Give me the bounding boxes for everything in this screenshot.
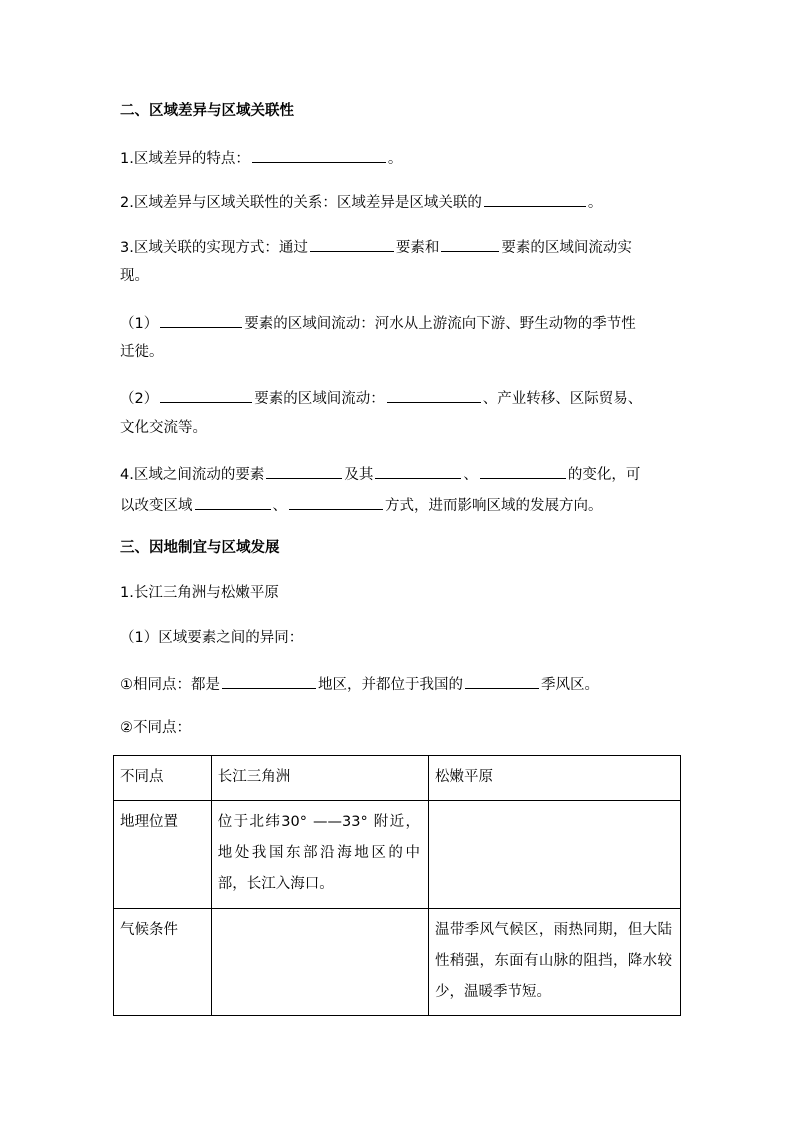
- answer-blank[interactable]: [387, 387, 481, 403]
- same-text-c: 季风区。: [541, 677, 599, 693]
- q2-3-1-cont: 迁徙。: [120, 344, 164, 360]
- table-header-row: [114, 756, 681, 801]
- q2-3-text-b: 要素和: [395, 240, 440, 256]
- comparison-table: [113, 755, 681, 1016]
- row-label: 地理位置: [114, 801, 212, 909]
- header-cell: 不同点: [114, 756, 212, 801]
- answer-blank[interactable]: [375, 463, 461, 479]
- q2-4-text-a: 4.区域之间流动的要素: [120, 467, 265, 483]
- differences-label: ②不同点：: [120, 720, 191, 736]
- answer-blank[interactable]: [160, 387, 252, 403]
- answer-blank[interactable]: [484, 191, 586, 207]
- row-label: 气候条件: [114, 909, 212, 1016]
- table-cell[interactable]: [211, 909, 428, 1016]
- answer-blank[interactable]: [465, 673, 539, 689]
- answer-blank[interactable]: [310, 236, 394, 252]
- question-2-1: [120, 147, 402, 169]
- section-2-title: 二、区域差异与区域关联性: [120, 103, 294, 119]
- header-cell: 长江三角洲: [211, 756, 428, 801]
- q2-4-text-f: 、: [272, 498, 287, 514]
- q2-3-text-a: 3.区域关联的实现方式：通过: [120, 240, 308, 256]
- q2-4-text-d: 的变化，可: [567, 467, 641, 483]
- q2-1-text: 1.区域差异的特点：: [120, 151, 250, 167]
- table-cell: 温带季风气候区，雨热同期，但大陆性稍强，东面有山脉的阻挡，降水较少，温暖季节短。: [428, 909, 680, 1016]
- question-2-4: [120, 463, 640, 485]
- same-text-b: 地区，并都位于我国的: [318, 677, 463, 693]
- q2-3-2-cont: 文化交流等。: [120, 420, 207, 436]
- question-2-3-2: [120, 387, 642, 409]
- question-2-3-1: [120, 312, 636, 334]
- answer-blank[interactable]: [160, 312, 242, 328]
- answer-blank[interactable]: [195, 494, 271, 510]
- q2-3-text-c: 要素的区域间流动实: [501, 240, 632, 256]
- header-cell: 松嫩平原: [428, 756, 680, 801]
- question-3-1-1: （1）区域要素之间的异同：: [120, 630, 304, 646]
- section-3-title: 三、因地制宜与区域发展: [120, 540, 280, 556]
- q2-3-cont: 现。: [120, 268, 149, 284]
- q2-2-end: 。: [587, 195, 603, 211]
- answer-blank[interactable]: [289, 494, 383, 510]
- q2-4-text-g: 方式，进而影响区域的发展方向。: [385, 498, 603, 514]
- answer-blank[interactable]: [441, 236, 499, 252]
- q2-3-2-num: （2）: [120, 391, 159, 407]
- q2-3-1-num: （1）: [120, 316, 159, 332]
- answer-blank[interactable]: [222, 673, 316, 689]
- q2-1-end: 。: [387, 151, 403, 167]
- question-2-4-cont: [120, 494, 603, 516]
- q2-4-text-e: 以改变区域: [120, 498, 193, 514]
- table-row: [114, 909, 681, 1016]
- same-text-a: ①相同点：都是: [120, 677, 220, 693]
- q2-2-text: 2.区域差异与区域关联性的关系：区域差异是区域关联的: [120, 195, 482, 211]
- q2-4-text-b: 及其: [344, 467, 374, 483]
- question-2-2: [120, 191, 602, 213]
- answer-blank[interactable]: [266, 463, 342, 479]
- q2-3-1-text: 要素的区域间流动：河水从上游流向下游、野生动物的季节性: [244, 316, 636, 332]
- q2-4-text-c: 、: [463, 467, 478, 483]
- answer-blank[interactable]: [480, 463, 566, 479]
- table-cell[interactable]: [428, 801, 680, 909]
- similarities-line: [120, 673, 599, 695]
- answer-blank[interactable]: [252, 147, 386, 163]
- q2-3-2-text-a: 要素的区域间流动：: [254, 391, 385, 407]
- question-3-1: 1.长江三角洲与松嫩平原: [120, 585, 279, 601]
- table-cell: 位于北纬30° ——33° 附近，地处我国东部沿海地区的中部，长江入海口。: [211, 801, 428, 909]
- q2-3-2-text-b: 、产业转移、区际贸易、: [482, 391, 643, 407]
- table-row: [114, 801, 681, 909]
- question-2-3: [120, 236, 632, 258]
